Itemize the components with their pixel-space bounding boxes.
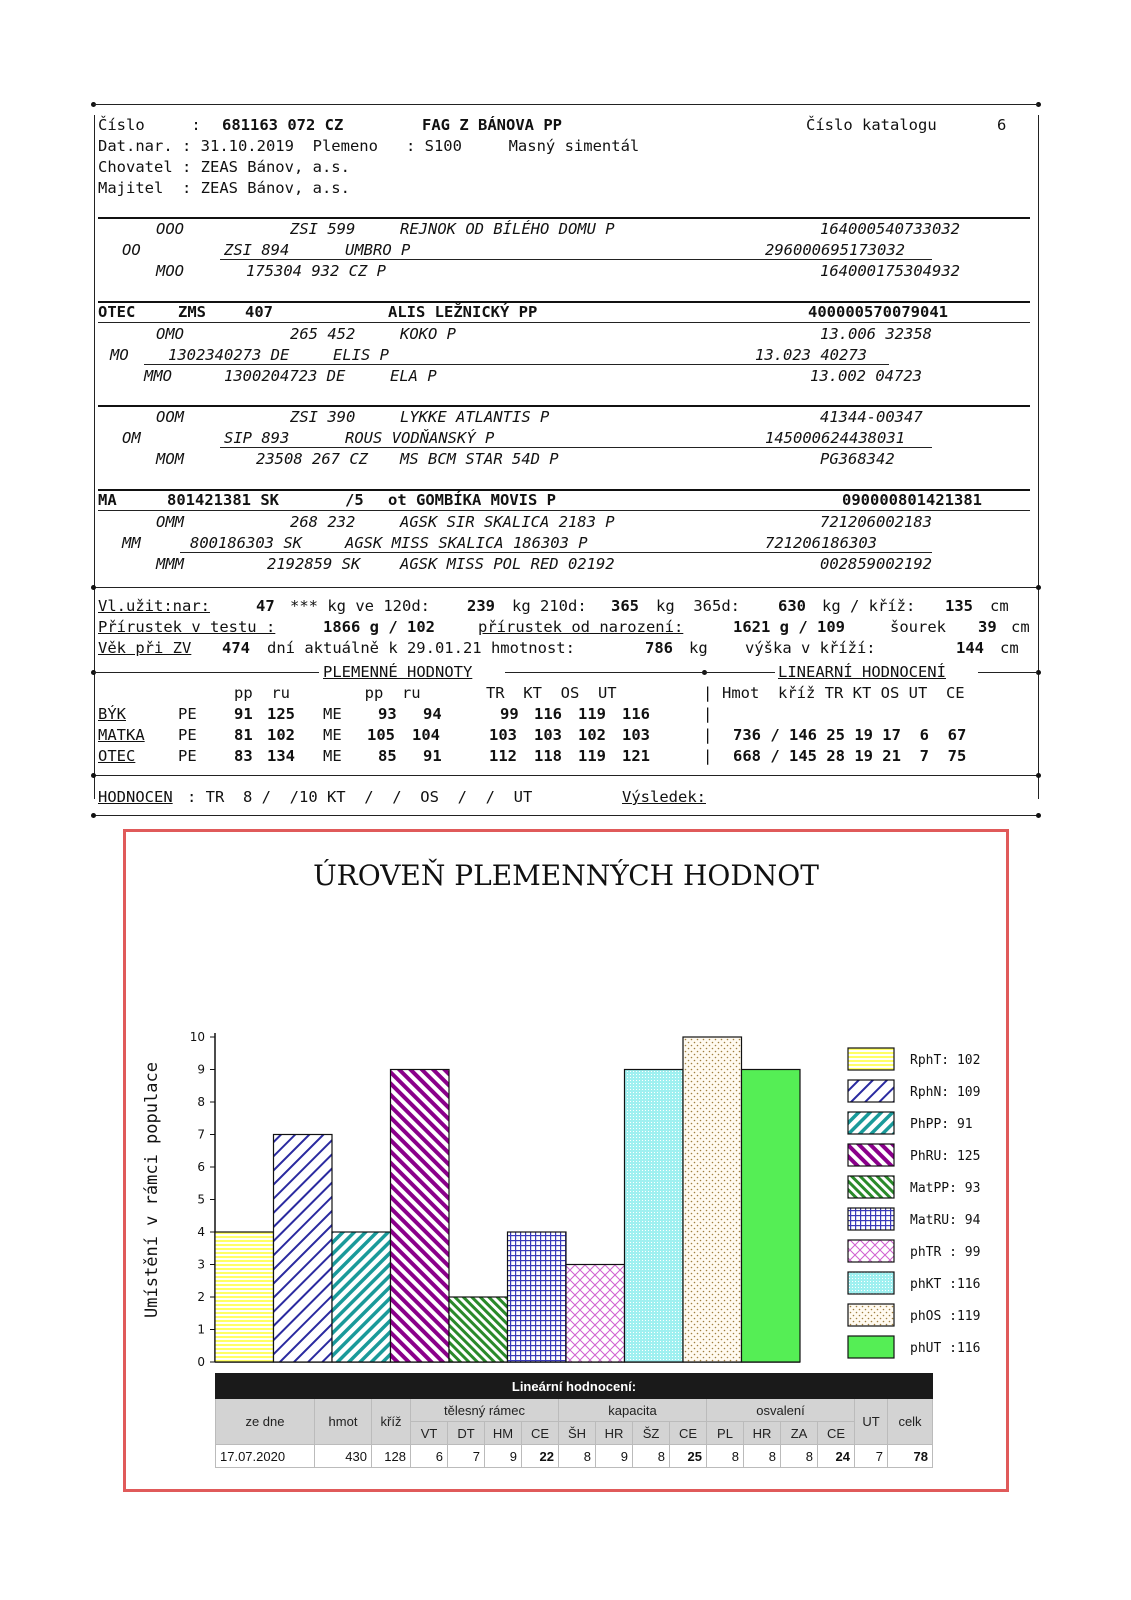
- linear-value: 17.07.2020: [216, 1445, 315, 1468]
- chart-title: ÚROVEŇ PLEMENNÝCH HODNOT: [313, 859, 819, 892]
- cislo-label: Číslo :: [98, 116, 201, 134]
- legend-label: PhRU: 125: [910, 1149, 981, 1164]
- linear-value: 430: [315, 1445, 372, 1468]
- legend-label: MatRU: 94: [910, 1213, 981, 1228]
- linear-value: 7: [448, 1445, 485, 1468]
- linear-subheader: ŠH: [559, 1422, 596, 1445]
- linear-subheader: ZA: [781, 1422, 818, 1445]
- chart-y-tick-label: 10: [189, 1030, 205, 1044]
- chart-y-tick-label: 0: [197, 1355, 205, 1369]
- breeder-line: Chovatel : ZEAS Bánov, a.s.: [98, 158, 350, 176]
- chart-y-tick-label: 5: [197, 1192, 205, 1207]
- chart-y-tick-label: 8: [197, 1095, 205, 1109]
- linear-subheader: CE: [522, 1422, 559, 1445]
- linear-evaluation-table: Lineární hodnocení: ze dne hmot kříž tělesný rámec kapacita osvalení UT celk VT DT HM CE ŠH HR ŠZ CE PL HR ZA CE 17.07.2020 430 128 6 7 9 22 8 9 8 25 8 8 8 24 7 78: [215, 1373, 933, 1468]
- linear-subheader: PL: [707, 1422, 744, 1445]
- linear-value: 8: [559, 1445, 596, 1468]
- linear-subheader: HR: [744, 1422, 781, 1445]
- linear-value: 8: [744, 1445, 781, 1468]
- legend-label: PhPP: 91: [910, 1117, 973, 1132]
- chart-y-tick-label: 3: [197, 1257, 205, 1272]
- legend-label: phUT :116: [910, 1341, 981, 1356]
- linear-subheader: DT: [448, 1422, 485, 1445]
- chart-y-tick-label: 6: [197, 1160, 205, 1174]
- chart-y-tick-label: 2: [197, 1290, 205, 1304]
- linear-subheader: HR: [596, 1422, 633, 1445]
- linear-value: 7: [855, 1445, 888, 1468]
- linear-subheader: VT: [411, 1422, 448, 1445]
- linear-value: 25: [670, 1445, 707, 1468]
- linear-value: 128: [372, 1445, 411, 1468]
- chart-y-tick-label: 7: [197, 1127, 205, 1142]
- linear-value: 8: [633, 1445, 670, 1468]
- legend-label: RphN: 109: [910, 1085, 981, 1100]
- birth-breed-line: Dat.nar. : 31.10.2019 Plemeno : S100 Masný simentál: [98, 137, 640, 155]
- linear-subheader: HM: [485, 1422, 522, 1445]
- breeding-values-title: PLEMENNÉ HODNOTY: [323, 663, 473, 681]
- linear-value: 6: [411, 1445, 448, 1468]
- linear-subheader: CE: [670, 1422, 707, 1445]
- legend-label: MatPP: 93: [910, 1181, 981, 1196]
- linear-value: 8: [707, 1445, 744, 1468]
- linear-value: 22: [522, 1445, 559, 1468]
- linear-table-title: Lineární hodnocení:: [216, 1374, 933, 1399]
- chart-y-tick-label: 1: [197, 1322, 205, 1337]
- katalog-number: 6: [997, 116, 1007, 134]
- chart-y-tick-label: 9: [197, 1062, 205, 1077]
- linear-value: 9: [596, 1445, 633, 1468]
- linear-subheader: ŠZ: [633, 1422, 670, 1445]
- animal-id: 681163 072 CZ: [222, 116, 344, 134]
- katalog-label: Číslo katalogu: [806, 116, 937, 134]
- legend-label: RphT: 102: [910, 1053, 981, 1068]
- animal-name: FAG Z BÁNOVA PP: [422, 116, 562, 134]
- linear-title: LINEARNÍ HODNOCENÍ: [778, 663, 946, 681]
- owner-line: Majitel : ZEAS Bánov, a.s.: [98, 179, 350, 197]
- legend-label: phTR : 99: [910, 1245, 981, 1260]
- linear-value: 9: [485, 1445, 522, 1468]
- frame-top: [93, 104, 1039, 105]
- linear-value: 24: [818, 1445, 855, 1468]
- legend-label: phOS :119: [910, 1309, 981, 1324]
- linear-value: 8: [781, 1445, 818, 1468]
- linear-value: 78: [888, 1445, 933, 1468]
- chart-y-tick-label: 4: [197, 1225, 205, 1239]
- legend-label: phKT :116: [910, 1277, 981, 1292]
- chart-ylabel: Umístění v rámci populace: [142, 1062, 162, 1318]
- linear-subheader: CE: [818, 1422, 855, 1445]
